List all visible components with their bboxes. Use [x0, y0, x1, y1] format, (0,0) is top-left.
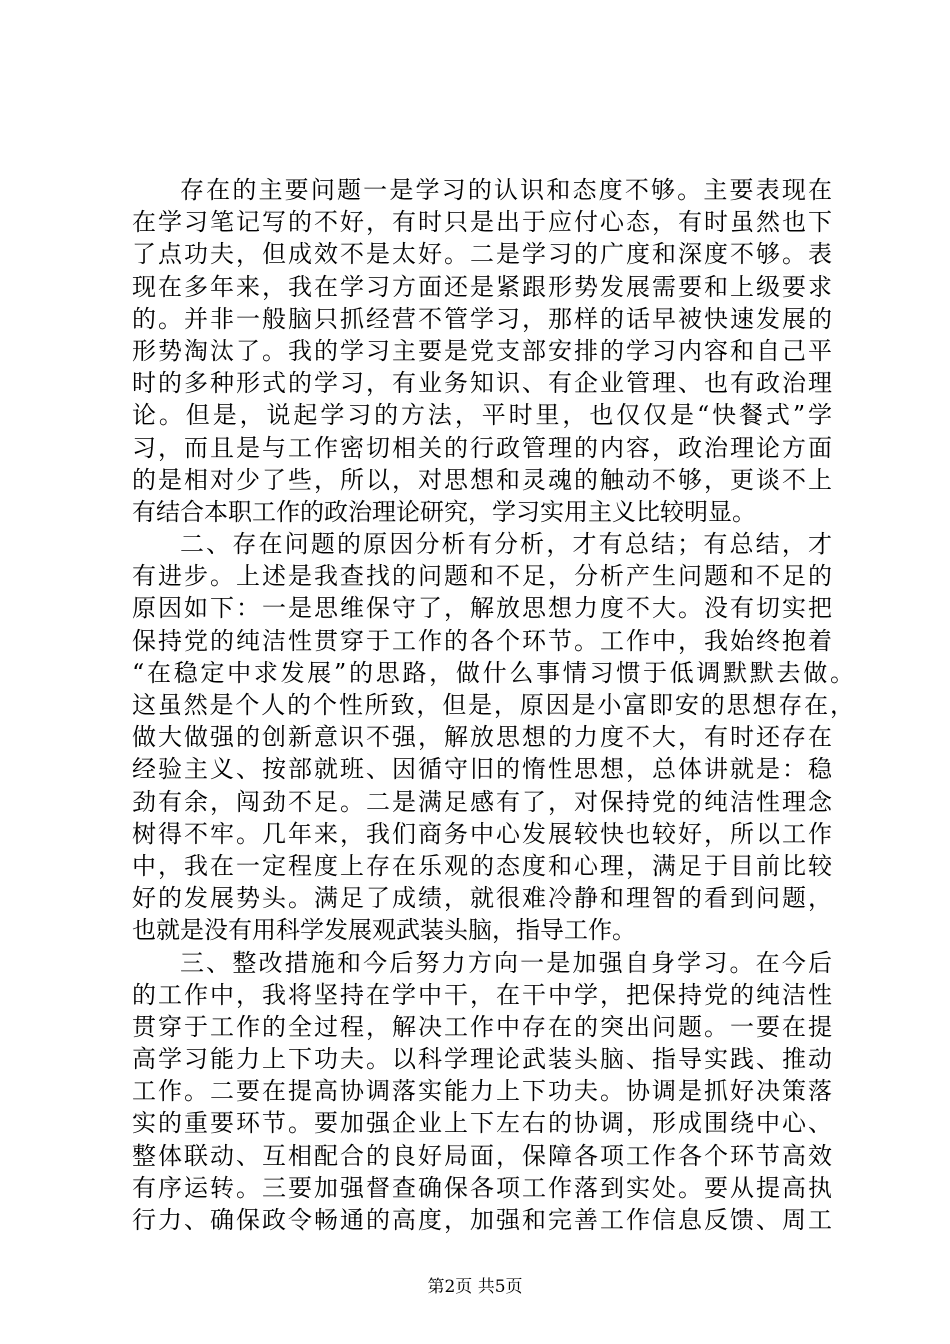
text-line: 三、整改措施和今后努力方向一是加强自身学习。在今后 — [180, 948, 832, 977]
text-line: 也就是没有用科学发展观武装头脑，指导工作。 — [132, 916, 636, 945]
body-text — [132, 174, 854, 1236]
text-line: 二、存在问题的原因分析有分析，才有总结；有总结，才 — [180, 530, 832, 559]
text-line: 时的多种形式的学习，有业务知识、有企业管理、也有政治理 — [132, 369, 832, 398]
text-line: 形势淘汰了。我的学习主要是党支部安排的学习内容和自己平 — [132, 336, 832, 365]
text-line: 有进步。上述是我查找的问题和不足，分析产生问题和不足的 — [132, 562, 832, 591]
text-line: 这虽然是个人的个性所致，但是，原因是小富即安的思想存在， — [132, 691, 854, 719]
text-line: “在稳定中求发展”的思路，做什么事情习惯于低调默默去做。 — [132, 658, 854, 687]
text-line: 习，而且是与工作密切相关的行政管理的内容，政治理论方面 — [132, 433, 832, 462]
text-line: 原因如下：一是思维保守了，解放思想力度不大。没有切实把 — [132, 594, 832, 623]
text-line: 做大做强的创新意识不强，解放思想的力度不大，有时还存在 — [132, 723, 832, 752]
text-line: 保持党的纯洁性贯穿于工作的各个环节。工作中，我始终抱着 — [132, 626, 832, 655]
text-line: 存在的主要问题一是学习的认识和态度不够。主要表现在 — [180, 176, 832, 204]
page-footer: 第2页 共5页 — [427, 1277, 523, 1297]
text-line: 的。并非一般脑只抓经营不管学习，那样的话早被快速发展的 — [132, 304, 832, 333]
text-line: 树得不牢。几年来，我们商务中心发展较快也较好，所以工作 — [132, 819, 832, 848]
text-line: 论。但是，说起学习的方法，平时里，也仅仅是“快餐式”学 — [132, 401, 832, 430]
text-line: 有序运转。三要加强督查确保各项工作落到实处。要从提高执 — [132, 1173, 832, 1202]
text-line: 贯穿于工作的全过程，解决工作中存在的突出问题。一要在提 — [132, 1012, 832, 1041]
text-line: 行力、确保政令畅通的高度，加强和完善工作信息反馈、周工 — [132, 1206, 832, 1234]
text-line: 中，我在一定程度上存在乐观的态度和心理，满足于目前比较 — [132, 851, 832, 880]
text-line: 了点功夫，但成效不是太好。二是学习的广度和深度不够。表 — [132, 240, 832, 269]
text-line: 工作。二要在提高协调落实能力上下功夫。协调是抓好决策落 — [132, 1077, 832, 1106]
text-line: 高学习能力上下功夫。以科学理论武装头脑、指导实践、推动 — [132, 1045, 832, 1074]
text-line: 整体联动、互相配合的良好局面，保障各项工作各个环节高效 — [132, 1141, 832, 1170]
text-line: 现在多年来，我在学习方面还是紧跟形势发展需要和上级要求 — [132, 272, 832, 301]
text-line: 的工作中，我将坚持在学中干，在干中学，把保持党的纯洁性 — [132, 980, 832, 1009]
text-line: 有结合本职工作的政治理论研究，学习实用主义比较明显。 — [132, 497, 756, 526]
text-line: 在学习笔记写的不好，有时只是出于应付心态，有时虽然也下 — [132, 208, 832, 237]
text-line: 劲有余，闯劲不足。二是满足感有了，对保持党的纯洁性理念 — [132, 787, 832, 816]
text-line: 经验主义、按部就班、因循守旧的惰性思想，总体讲就是：稳 — [132, 755, 832, 784]
text-line: 实的重要环节。要加强企业上下左右的协调，形成围绕中心、 — [132, 1109, 832, 1138]
text-line: 的是相对少了些，所以，对思想和灵魂的触动不够，更谈不上 — [132, 465, 832, 494]
text-line: 好的发展势头。满足了成绩，就很难冷静和理智的看到问题， — [132, 884, 832, 913]
